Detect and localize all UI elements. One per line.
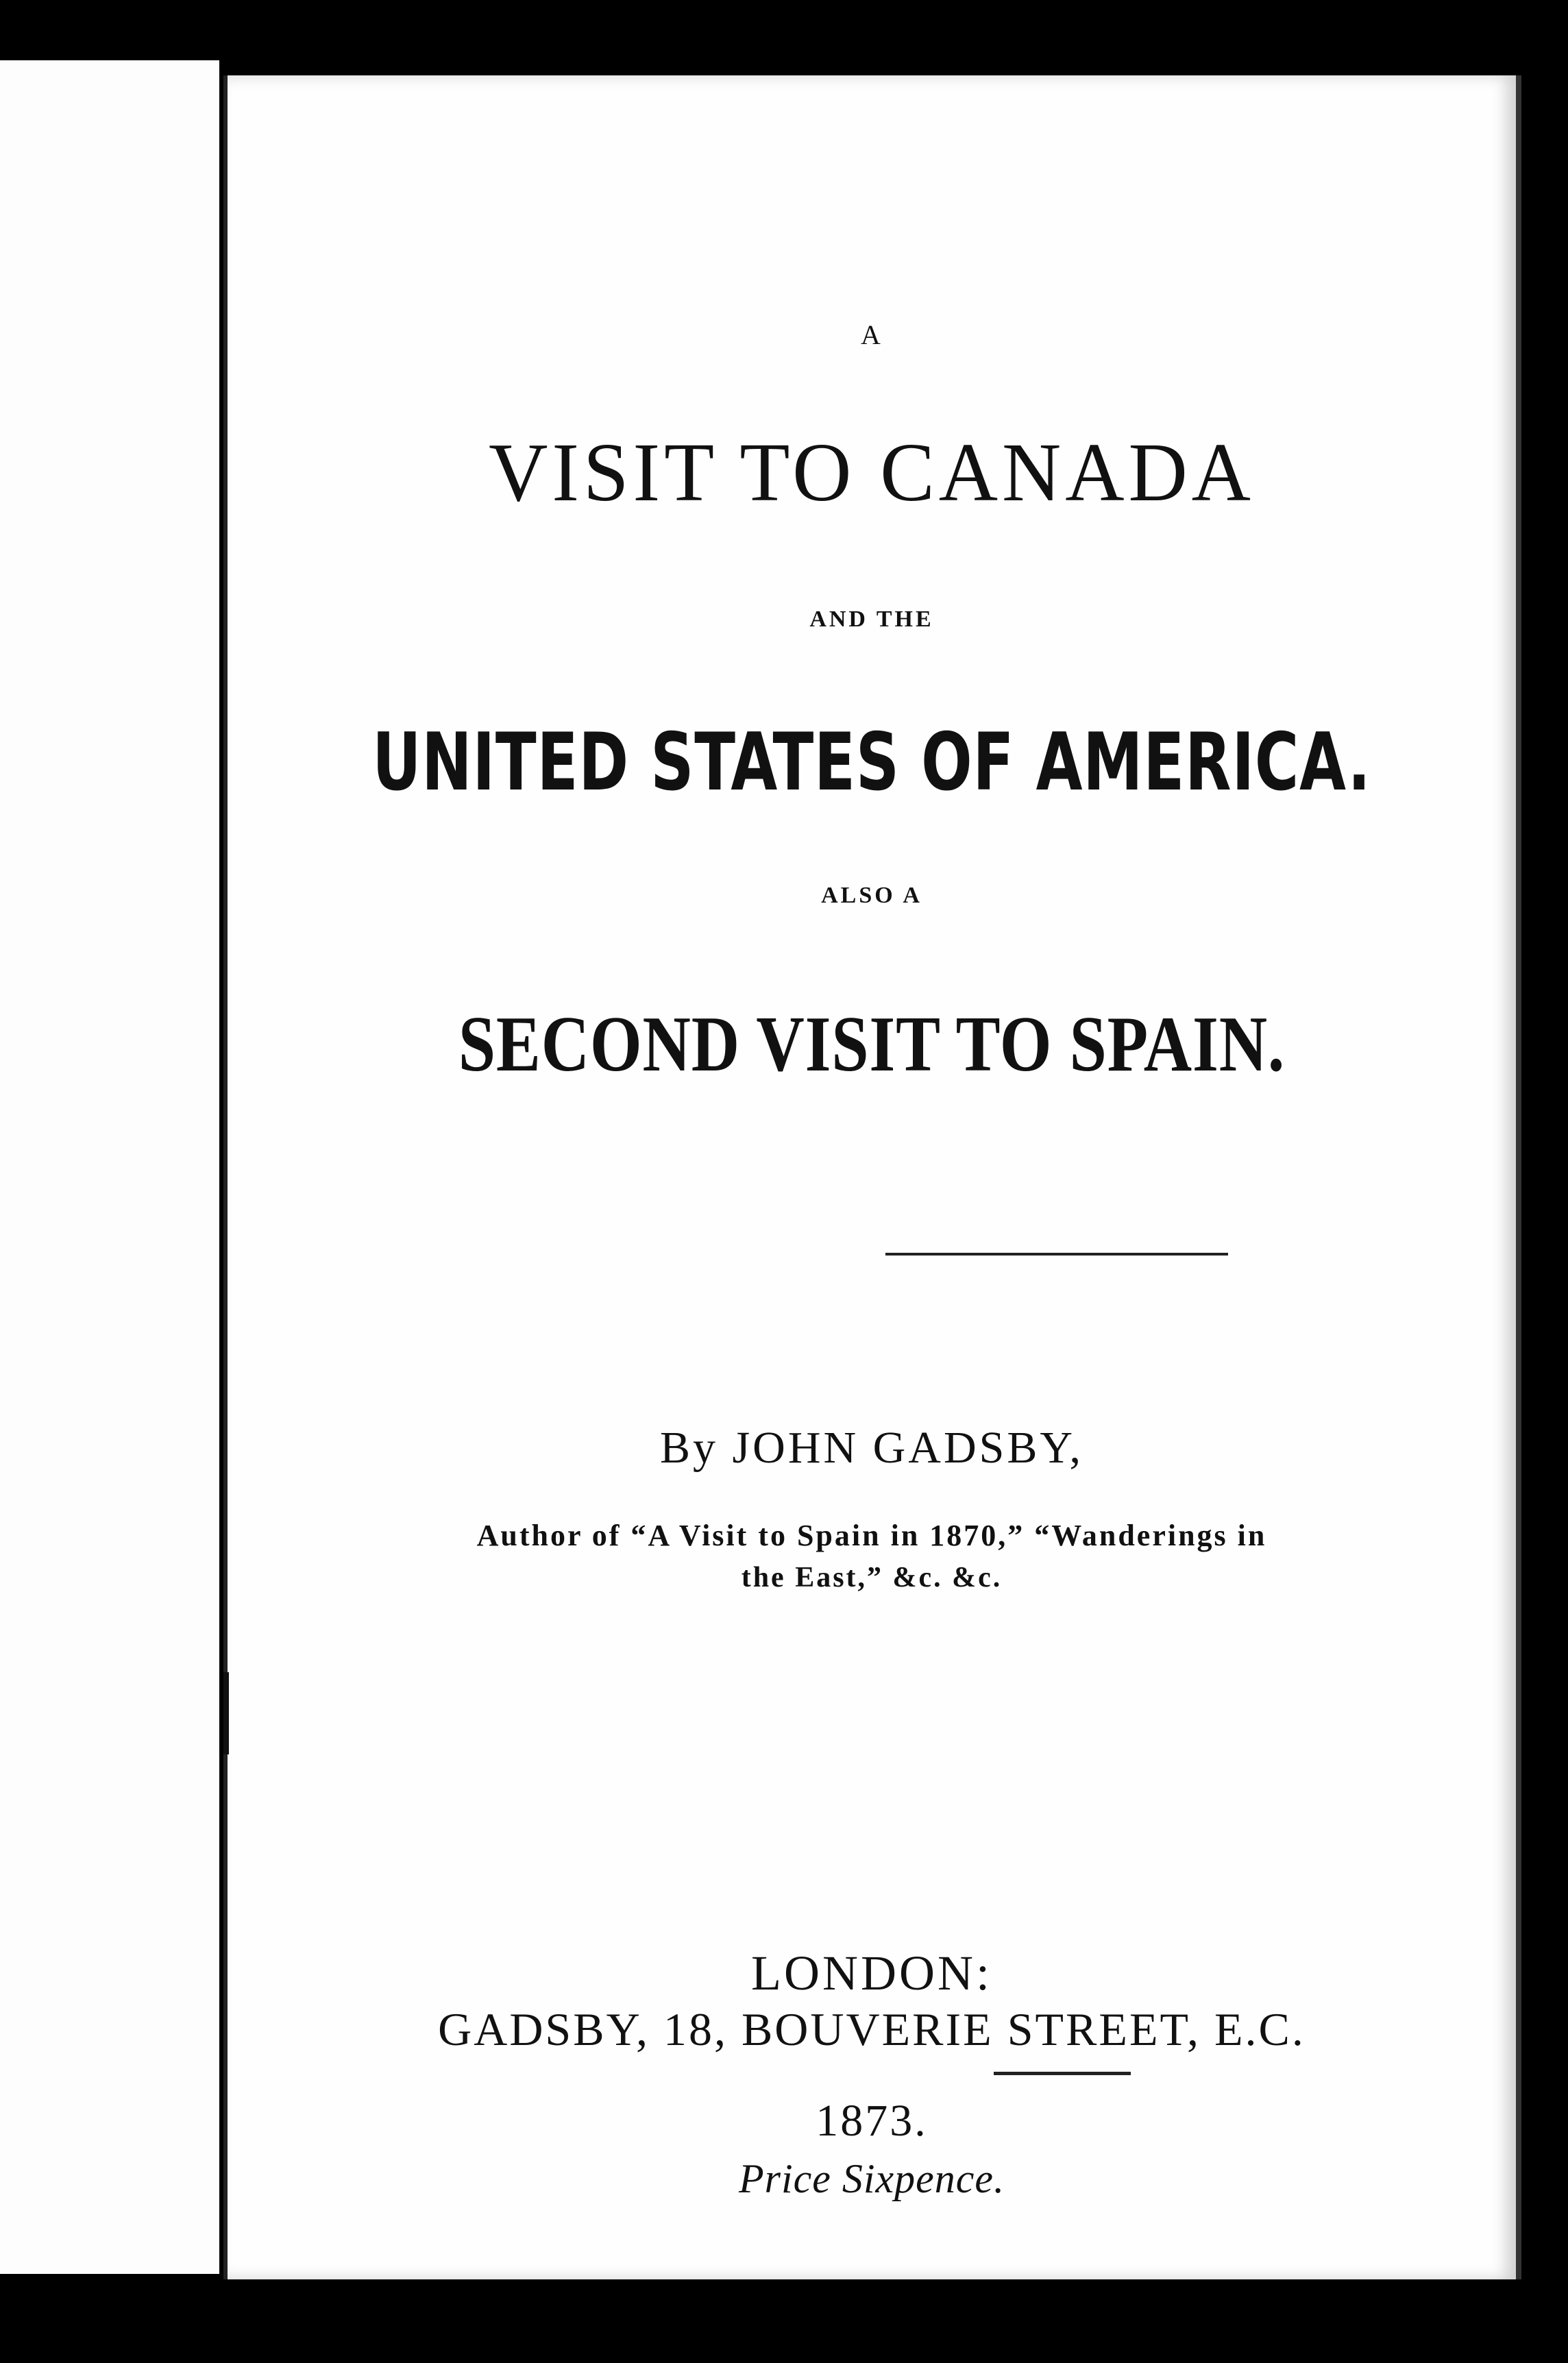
title-divider-rule [885,1253,1228,1256]
title-connector-and-the: AND THE [809,607,934,632]
facing-page-edge [0,60,219,2274]
imprint-divider-rule [994,2072,1131,2075]
perforated-library-stamp [748,1689,1461,1915]
imprint-city: LONDON: [751,1946,992,2000]
main-title-line-1: VISIT TO CANADA [489,426,1255,519]
author-credits-line-1: Author of “A Visit to Spain in 1870,” “Wanderings in [476,1519,1267,1552]
author-credits-line-2: the East,” &c. &c. [741,1562,1003,1593]
main-title-line-2: UNITED STATES OF AMERICA. [372,716,1371,809]
title-page [223,75,1521,2279]
title-article: A [861,319,883,350]
imprint-year: 1873. [816,2096,928,2146]
title-connector-also-a: ALSO A [821,883,922,908]
author-byline: By JOHN GADSBY, [659,1423,1084,1473]
binding-shadow [223,1672,229,1754]
imprint-price: Price Sixpence. [738,2156,1005,2201]
main-title-line-3: SECOND VISIT TO SPAIN. [458,1001,1286,1088]
imprint-publisher: GADSBY, 18, BOUVERIE STREET, E.C. [438,2003,1306,2055]
